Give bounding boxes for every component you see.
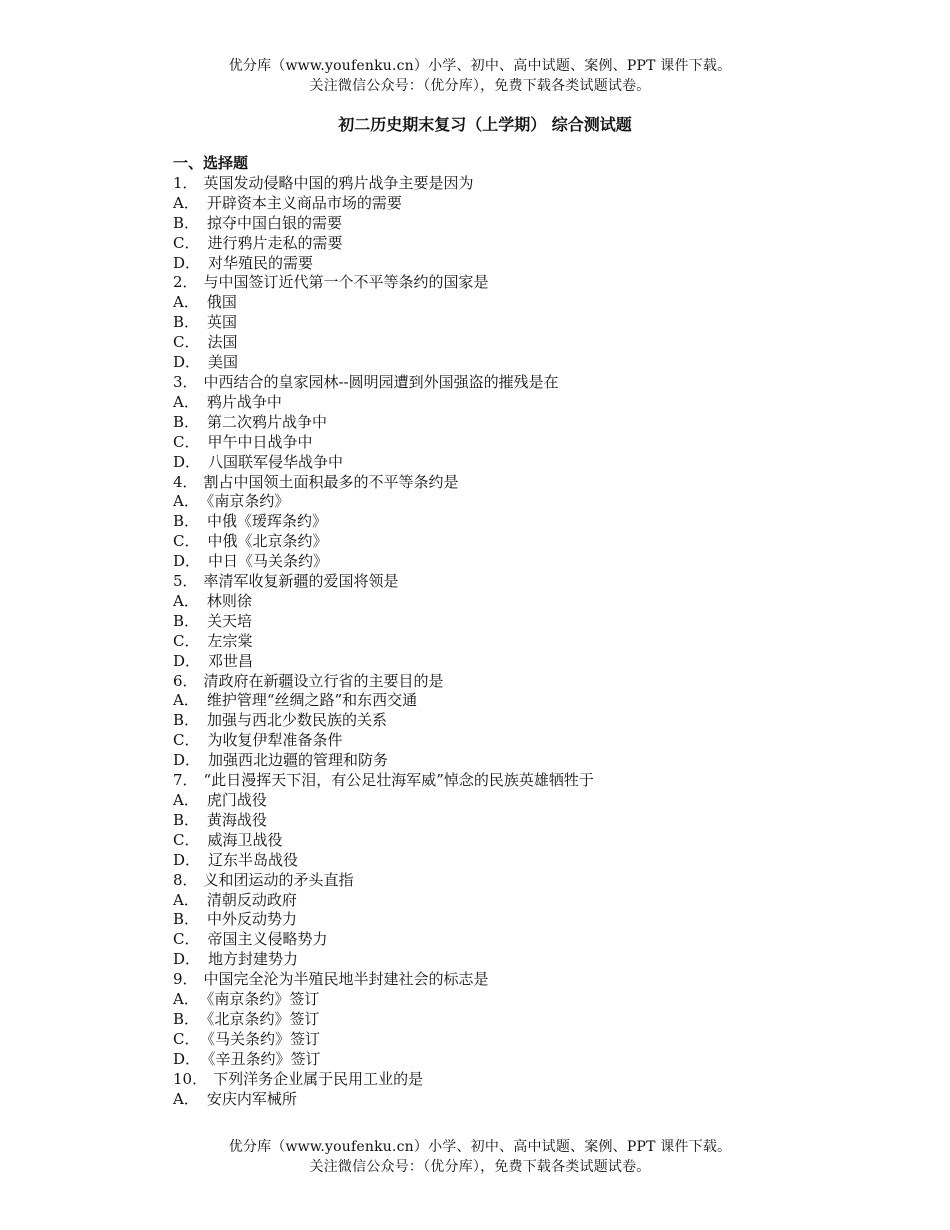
option-letter: C． bbox=[173, 333, 200, 352]
option-letter: A． bbox=[173, 591, 199, 610]
answer-option bbox=[173, 1010, 833, 1030]
option-letter: A． bbox=[173, 193, 199, 212]
question-stem bbox=[173, 572, 833, 592]
answer-option bbox=[173, 552, 833, 572]
question-stem bbox=[173, 672, 833, 692]
answer-option bbox=[173, 532, 833, 552]
answer-option bbox=[173, 592, 833, 612]
option-letter: A． bbox=[173, 392, 199, 411]
answer-option bbox=[173, 612, 833, 632]
option-text: 中俄《瑷珲条约》 bbox=[207, 512, 328, 531]
question-number: 5． bbox=[173, 572, 198, 591]
question-text: 与中国签订近代第一个不平等条约的国家是 bbox=[203, 273, 489, 292]
answer-option bbox=[173, 751, 833, 771]
option-letter: C． bbox=[173, 233, 200, 252]
option-letter: A． bbox=[173, 890, 199, 909]
option-text: 邓世昌 bbox=[208, 651, 254, 670]
option-letter: B． bbox=[173, 711, 200, 730]
option-letter: D． bbox=[173, 552, 201, 571]
answer-option bbox=[173, 194, 833, 214]
option-letter: B． bbox=[173, 512, 200, 531]
option-text: 法国 bbox=[207, 333, 238, 352]
question-text: 英国发动侵略中国的鸦片战争主要是因为 bbox=[203, 173, 474, 192]
question-number: 7． bbox=[173, 771, 198, 790]
question-stem bbox=[173, 473, 833, 493]
option-letter: D． bbox=[173, 452, 201, 471]
answer-option bbox=[173, 652, 833, 672]
option-text: 《北京条约》签订 bbox=[207, 1009, 320, 1028]
question-text: 中国完全沦为半殖民地半封建社会的标志是 bbox=[203, 970, 489, 989]
option-text: 安庆内军械所 bbox=[206, 1089, 297, 1108]
header-line-1: 优分库（www.youfenku.cn）小学、初中、高中试题、案例、PPT 课件下载。 bbox=[228, 58, 732, 74]
answer-option bbox=[173, 891, 833, 911]
option-text: 甲午中日战争中 bbox=[207, 432, 313, 451]
option-letter: C． bbox=[173, 930, 200, 949]
question-text: 清政府在新疆设立行省的主要目的是 bbox=[203, 671, 444, 690]
option-text: 帝国主义侵略势力 bbox=[207, 930, 328, 949]
footer-line-1: 优分库（www.youfenku.cn）小学、初中、高中试题、案例、PPT 课件下载。 bbox=[228, 1139, 732, 1155]
answer-option bbox=[173, 512, 833, 532]
option-text: 加强与西北少数民族的关系 bbox=[207, 711, 388, 730]
question-stem bbox=[173, 970, 833, 990]
option-letter: C． bbox=[173, 631, 200, 650]
option-letter: B． bbox=[173, 313, 200, 332]
answer-option bbox=[173, 950, 833, 970]
answer-option bbox=[173, 930, 833, 950]
answer-option bbox=[173, 811, 833, 831]
option-letter: C． bbox=[173, 432, 200, 451]
answer-option bbox=[173, 1050, 833, 1070]
answer-option bbox=[173, 1090, 833, 1110]
option-letter: D． bbox=[173, 651, 201, 670]
answer-option bbox=[173, 492, 833, 512]
question-stem bbox=[173, 174, 833, 194]
option-text: 第二次鸦片战争中 bbox=[207, 412, 328, 431]
option-text: 中外反动势力 bbox=[207, 910, 298, 929]
question-stem bbox=[173, 273, 833, 293]
option-text: 对华殖民的需要 bbox=[208, 253, 314, 272]
question-list bbox=[173, 154, 833, 1110]
question-number: 2． bbox=[173, 273, 198, 292]
option-letter: D． bbox=[173, 253, 201, 272]
answer-option bbox=[173, 851, 833, 871]
question-text: 义和团运动的矛头直指 bbox=[203, 870, 354, 889]
option-letter: B． bbox=[173, 213, 200, 232]
option-text: 美国 bbox=[208, 353, 239, 372]
option-letter: D． bbox=[173, 353, 201, 372]
option-letter: A． bbox=[173, 691, 199, 710]
answer-option bbox=[173, 453, 833, 473]
option-letter: D． bbox=[173, 751, 201, 770]
question-number: 4． bbox=[173, 472, 198, 491]
answer-option bbox=[173, 254, 833, 274]
footer-line-2: 关注微信公众号：（优分库），免费下载各类试题试卷。 bbox=[309, 1159, 651, 1175]
question-stem bbox=[173, 1070, 833, 1090]
option-letter: D． bbox=[173, 1049, 201, 1068]
answer-option bbox=[173, 413, 833, 433]
option-letter: A． bbox=[173, 492, 199, 511]
answer-option bbox=[173, 433, 833, 453]
option-text: 为收复伊犁准备条件 bbox=[207, 731, 343, 750]
option-text: 开辟资本主义商品市场的需要 bbox=[206, 193, 402, 212]
header-line-2: 关注微信公众号：（优分库），免费下载各类试题试卷。 bbox=[309, 78, 651, 94]
option-text: 关天培 bbox=[207, 611, 253, 630]
option-text: 左宗棠 bbox=[207, 631, 253, 650]
section-heading: 一、选择题 bbox=[173, 154, 249, 172]
answer-option bbox=[173, 234, 833, 254]
answer-option bbox=[173, 711, 833, 731]
option-text: 林则徐 bbox=[206, 591, 252, 610]
option-letter: B． bbox=[173, 412, 200, 431]
answer-option bbox=[173, 353, 833, 373]
answer-option bbox=[173, 731, 833, 751]
option-text: 中俄《北京条约》 bbox=[207, 532, 328, 551]
option-text: 加强西北边疆的管理和防务 bbox=[208, 751, 389, 770]
option-letter: A． bbox=[173, 791, 199, 809]
option-letter: A． bbox=[173, 990, 199, 1009]
option-letter: A． bbox=[173, 1089, 199, 1108]
question-number: 9． bbox=[173, 970, 198, 989]
option-letter: C． bbox=[173, 731, 200, 750]
option-letter: C． bbox=[173, 532, 200, 551]
question-text: 中西结合的皇家园林--圆明园遭到外国强盗的摧残是在 bbox=[203, 372, 559, 391]
option-text: 中日《马关条约》 bbox=[208, 552, 329, 571]
answer-option bbox=[173, 333, 833, 353]
answer-option bbox=[173, 831, 833, 851]
answer-option bbox=[173, 791, 833, 811]
answer-option bbox=[173, 990, 833, 1010]
option-letter: D． bbox=[173, 950, 201, 969]
question-number: 8． bbox=[173, 870, 198, 889]
option-text: 俄国 bbox=[206, 293, 237, 312]
question-stem bbox=[173, 771, 833, 791]
answer-option bbox=[173, 393, 833, 413]
option-letter: B． bbox=[173, 910, 200, 929]
option-letter: B． bbox=[173, 810, 200, 829]
option-text: 清朝反动政府 bbox=[206, 890, 297, 909]
question-text: 下列洋务企业属于民用工业的是 bbox=[213, 1069, 424, 1088]
answer-option bbox=[173, 910, 833, 930]
question-text: 率清军收复新疆的爱国将领是 bbox=[203, 572, 399, 591]
option-text: 维护管理“丝绸之路”和东西交通 bbox=[206, 691, 418, 710]
option-text: 进行鸦片走私的需要 bbox=[207, 233, 343, 252]
option-text: 辽东半岛战役 bbox=[208, 850, 299, 869]
question-stem bbox=[173, 871, 833, 891]
option-text: 《辛丑条约》签订 bbox=[208, 1049, 321, 1068]
option-text: 英国 bbox=[207, 313, 238, 332]
option-text: 地方封建势力 bbox=[208, 950, 299, 969]
option-text: 掠夺中国白银的需要 bbox=[207, 213, 343, 232]
page-header bbox=[0, 56, 950, 96]
page-footer bbox=[0, 1137, 950, 1177]
option-text: 八国联军侵华战争中 bbox=[208, 452, 344, 471]
option-letter: B． bbox=[173, 611, 200, 630]
question-text: 割占中国领土面积最多的不平等条约是 bbox=[203, 472, 459, 491]
option-letter: C． bbox=[173, 830, 200, 849]
option-text: 《南京条约》签订 bbox=[206, 990, 320, 1009]
option-letter: D． bbox=[173, 850, 201, 869]
question-number: 1． bbox=[173, 173, 198, 192]
option-text: 鸦片战争中 bbox=[206, 392, 282, 411]
option-text: 虎门战役 bbox=[206, 791, 267, 809]
option-letter: C． bbox=[173, 1029, 200, 1048]
question-number: 10． bbox=[173, 1069, 208, 1088]
option-text: 威海卫战役 bbox=[207, 830, 283, 849]
answer-option bbox=[173, 293, 833, 313]
option-text: 《南京条约》 bbox=[206, 492, 290, 511]
answer-option bbox=[173, 1030, 833, 1050]
answer-option bbox=[173, 214, 833, 234]
answer-option bbox=[173, 691, 833, 711]
answer-option bbox=[173, 313, 833, 333]
question-number: 6． bbox=[173, 671, 198, 690]
answer-option bbox=[173, 632, 833, 652]
document-title: 初二历史期末复习（上学期） 综合测试题 bbox=[338, 115, 632, 134]
option-letter: B． bbox=[173, 1009, 200, 1028]
question-text: “此日漫挥天下泪，有公足壮海军威”悼念的民族英雄牺牲于 bbox=[203, 771, 594, 790]
option-text: 《马关条约》签订 bbox=[207, 1029, 320, 1048]
question-stem bbox=[173, 373, 833, 393]
option-text: 黄海战役 bbox=[207, 810, 268, 829]
questions-container bbox=[173, 174, 833, 1110]
question-number: 3． bbox=[173, 372, 198, 391]
option-letter: A． bbox=[173, 293, 199, 312]
